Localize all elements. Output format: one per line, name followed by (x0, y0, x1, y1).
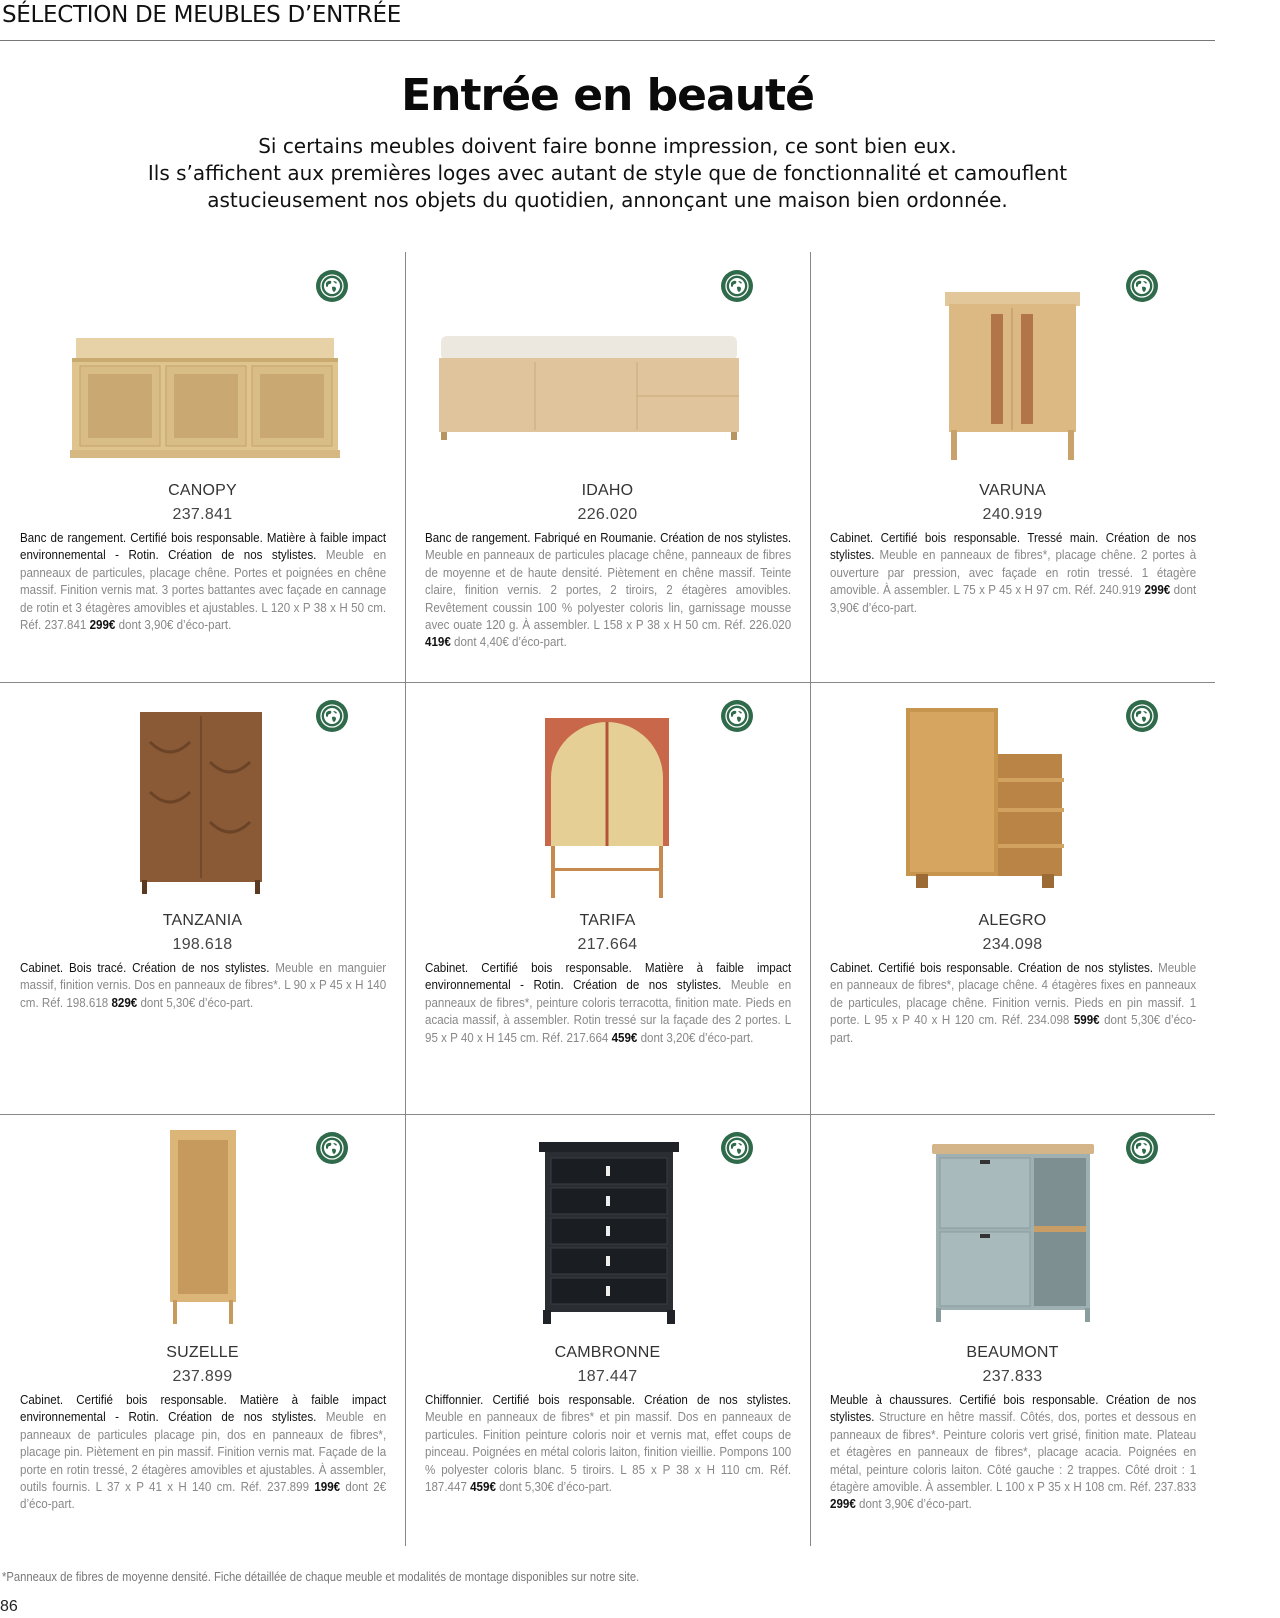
eco-globe-icon (316, 700, 348, 732)
section-title: SÉLECTION DE MEUBLES D’ENTRÉE (2, 2, 401, 28)
product-card (0, 1114, 405, 1546)
product-ref: 237.833 (982, 1368, 1043, 1385)
product-price: 459€ (611, 1030, 638, 1045)
product-ref: 234.098 (982, 936, 1043, 953)
eco-globe-icon (316, 1132, 348, 1164)
intro-text (0, 133, 1215, 214)
product-ref: 217.664 (577, 936, 638, 953)
product-card (0, 252, 405, 682)
product-card (405, 682, 810, 1114)
product-description: Cabinet. Certifié bois responsable. Matière à faible impact environnemental - Rotin. Création de nos stylistes. Meuble en panneaux de fibres*, peinture coloris terracotta, finition mate. Pieds en acacia massif, à assembler. Rotin tressé sur la façade des 2 portes. L 95 x P 40 x H 145 cm. Réf. 217.664 459€ dont 3,20€ d’éco-part. (425, 961, 792, 1045)
product-image-tarifa (545, 718, 669, 900)
product-card (810, 252, 1215, 682)
product-name: TANZANIA (162, 912, 243, 929)
eco-globe-icon (721, 700, 753, 732)
product-card (810, 1114, 1215, 1546)
product-card (405, 252, 810, 682)
product-description: Cabinet. Certifié bois responsable. Tressé main. Création de nos stylistes. Meuble en panneaux de fibres*, placage chêne. 2 portes à ouverture par pression, avec façade en rotin tressé. 1 étagère amovible. À assembler. L 75 x P 45 x H 97 cm. Réf. 240.919 299€ dont 3,90€ d’éco-part. (830, 531, 1197, 615)
product-ref: 240.919 (982, 506, 1043, 523)
product-name: VARUNA (979, 482, 1046, 499)
product-price: 299€ (1144, 583, 1171, 598)
product-image-canopy (70, 330, 340, 460)
product-card (405, 1114, 810, 1546)
product-ref: 237.899 (172, 1368, 233, 1385)
product-name: CAMBRONNE (554, 1344, 661, 1361)
eco-globe-icon (1126, 270, 1158, 302)
product-card (810, 682, 1215, 1114)
product-name: SUZELLE (166, 1344, 239, 1361)
eco-globe-icon (316, 270, 348, 302)
product-description: Cabinet. Certifié bois responsable. Création de nos stylistes. Meuble en panneaux de fibres*, placage chêne. 4 étagères fixes en panneaux de particules, placage chêne. Finition vernis. Pieds en pin massif. 1 porte. L 95 x P 40 x H 120 cm. Réf. 234.098 599€ dont 5,30€ d’éco-part. (830, 961, 1197, 1045)
product-description: Meuble à chaussures. Certifié bois responsable. Création de nos stylistes. Structure en hêtre massif. Côtés, dos, portes et dessous en panneaux de fibres*. Peinture coloris vert grisé, finition mate. Plateau et étagères en panneaux de fibres*, placage acacia. Poignées en métal, peinture coloris laiton. Côté gauche : 2 trappes. Côté droit : 1 étagère amovible. À assembler. L 100 x P 35 x H 108 cm. Réf. 237.833 299€ dont 3,90€ d’éco-part. (830, 1393, 1197, 1512)
eco-globe-icon (1126, 1132, 1158, 1164)
page-number: 86 (0, 1598, 18, 1615)
product-description: Chiffonnier. Certifié bois responsable. Création de nos stylistes. Meuble en panneaux de fibres* et pin massif. Dos en panneaux de particules. Finition peinture coloris noir et vernis mat, effet coups de pinceau. Poignées en métal coloris laiton, finition vieillie. Pompons 100 % polyester coloris blanc. 5 tiroirs. L 85 x P 38 x H 110 cm. Réf. 187.447 459€ dont 5,30€ d’éco-part. (425, 1393, 792, 1495)
eco-globe-icon (721, 1132, 753, 1164)
product-image-cambronne (539, 1142, 679, 1326)
eco-globe-icon (1126, 700, 1158, 732)
header-rule (0, 40, 1215, 41)
product-name: BEAUMONT (966, 1344, 1059, 1361)
product-description: Cabinet. Bois tracé. Création de nos stylistes. Meuble en manguier massif, finition vernis. Dos en panneaux de fibres*. L 90 x P 45 x H 140 cm. Réf. 198.618 829€ dont 5,30€ d’éco-part. (20, 961, 387, 1010)
product-price: 199€ (314, 1480, 341, 1495)
product-price: 419€ (425, 635, 451, 650)
product-ref: 187.447 (577, 1368, 638, 1385)
product-ref: 198.618 (172, 936, 233, 953)
product-image-tanzania (140, 712, 262, 894)
intro-line: Ils s’affichent aux premières loges avec autant de style que de fonctionnalité et camouflent (147, 161, 1068, 185)
intro-line: astucieusement nos objets du quotidien, annonçant une maison bien ordonnée. (207, 188, 1008, 212)
product-image-alegro (906, 708, 1068, 890)
product-price: 299€ (830, 1497, 856, 1512)
product-image-varuna (945, 292, 1080, 462)
product-name: IDAHO (581, 482, 634, 499)
footnote: *Panneaux de fibres de moyenne densité. Fiche détaillée de chaque meuble et modalités de montage disponibles sur notre site. (2, 1570, 640, 1584)
product-description: Cabinet. Certifié bois responsable. Matière à faible impact environnemental - Rotin. Création de nos stylistes. Meuble en panneaux de particules placage pin, dos en panneaux de fibres*, placage pin. Piètement en pin massif. Finition vernis mat. Façade de la porte en rotin tressé, 2 étagères amovibles et ajustables. À assembler, outils fournis. L 37 x P 41 x H 140 cm. Réf. 237.899 199€ dont 2€ d’éco-part. (20, 1393, 387, 1512)
product-card (0, 682, 405, 1114)
product-price: 299€ (89, 618, 116, 633)
product-price: 599€ (1073, 1013, 1100, 1028)
product-image-idaho (435, 332, 745, 442)
product-ref: 237.841 (172, 506, 233, 523)
eco-globe-icon (721, 270, 753, 302)
product-name: ALEGRO (978, 912, 1047, 929)
product-ref: 226.020 (577, 506, 638, 523)
product-name: CANOPY (168, 482, 237, 499)
product-image-suzelle (170, 1130, 236, 1326)
product-description: Banc de rangement. Certifié bois responsable. Matière à faible impact environnemental - Rotin. Création de nos stylistes. Meuble en panneaux de particules, placage chêne. Portes et poignées en chêne massif. Finition vernis mat. 3 portes battantes avec façade en cannage de rotin et 3 étagères amovibles et ajustables. L 120 x P 38 x H 50 cm. Réf. 237.841 299€ dont 3,90€ d’éco-part. (20, 531, 387, 633)
product-price: 459€ (470, 1480, 496, 1495)
product-image-beaumont (932, 1144, 1094, 1324)
product-name: TARIFA (579, 912, 636, 929)
page-headline: Entrée en beauté (401, 70, 814, 121)
intro-line: Si certains meubles doivent faire bonne impression, ce sont bien eux. (258, 134, 957, 158)
product-price: 829€ (111, 995, 138, 1010)
product-description: Banc de rangement. Fabriqué en Roumanie. Création de nos stylistes. Meuble en panneaux de particules placage chêne, panneaux de fibres de moyenne et de haute densité. Piètement en chêne massif. Teinte claire, finition vernis. 2 portes, 2 tiroirs, 2 étagères amovibles. Revêtement coussin 100 % polyester coloris lin, garnissage mousse avec ouate 120 g. À assembler. L 158 x P 38 x H 50 cm. Réf. 226.020 419€ dont 4,40€ d’éco-part. (425, 531, 792, 650)
